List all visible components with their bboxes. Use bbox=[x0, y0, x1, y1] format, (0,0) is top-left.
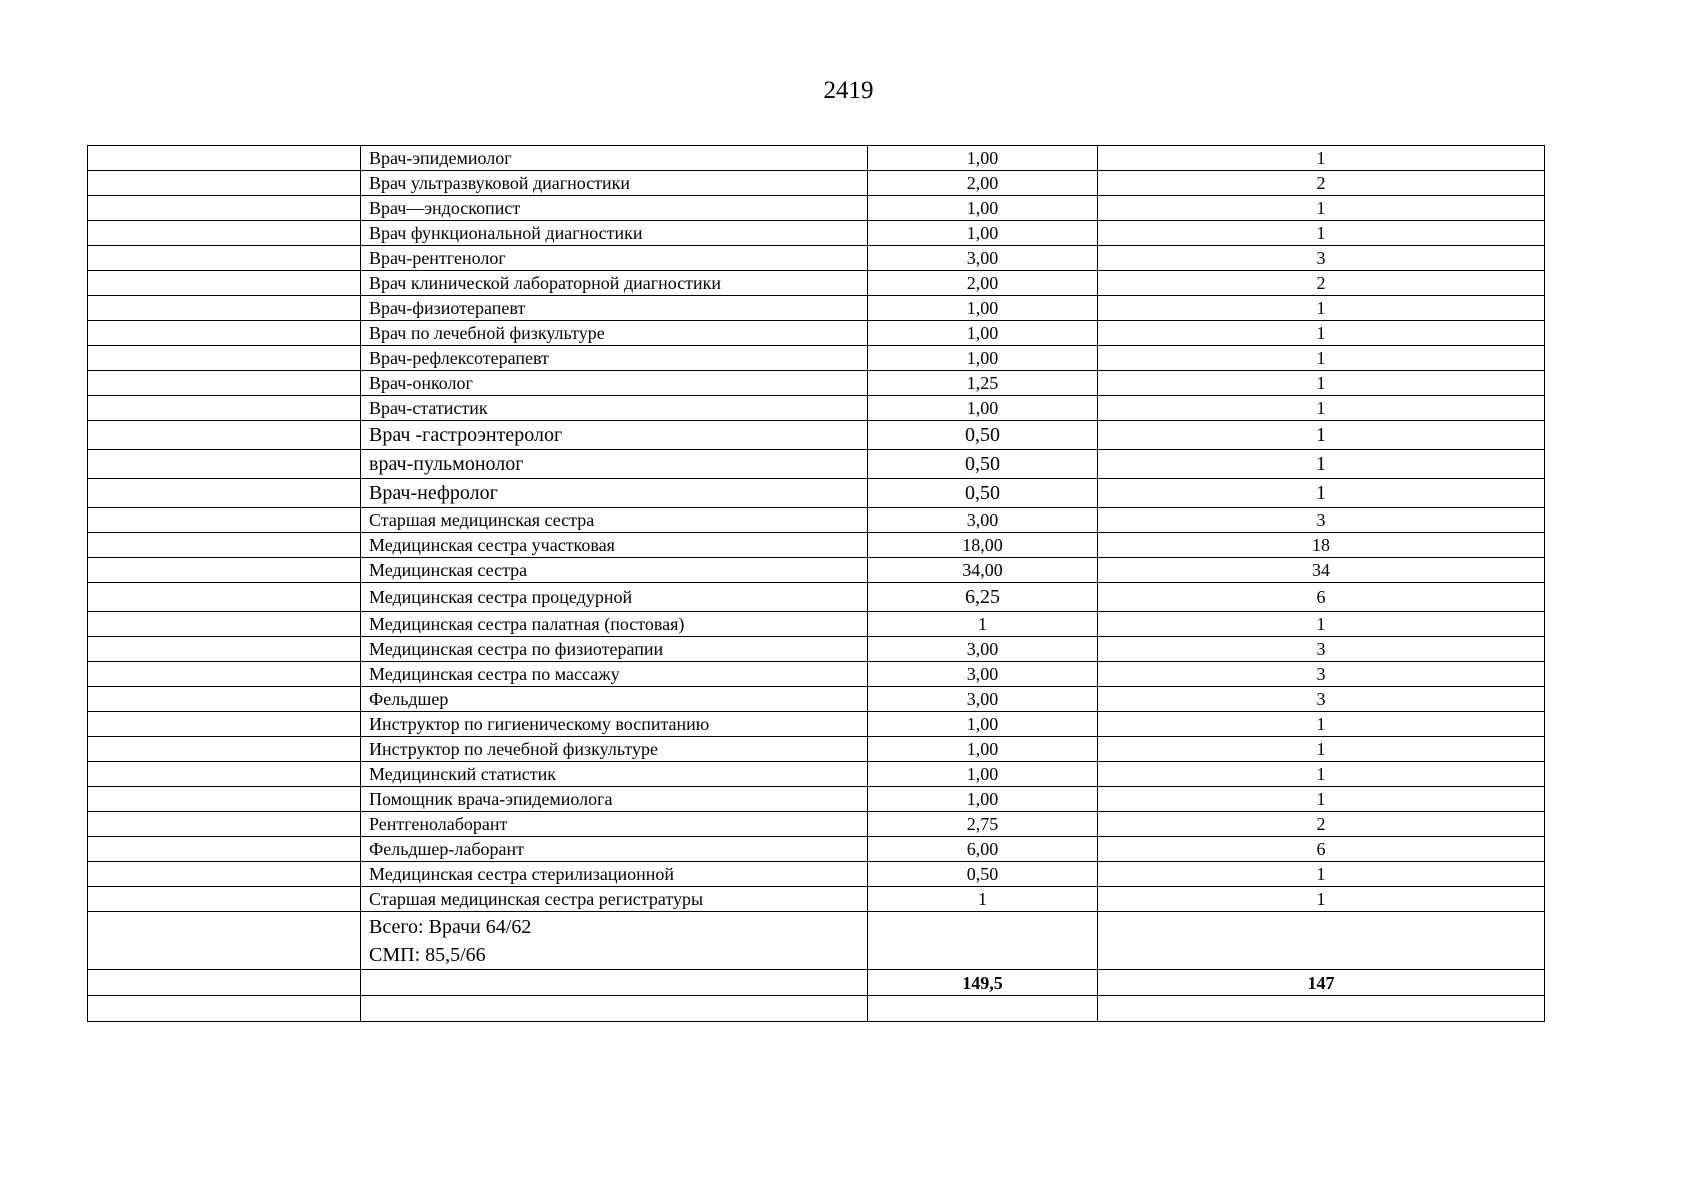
staff-count: 3 bbox=[1098, 246, 1545, 271]
position-name: Врач—эндоскопист bbox=[361, 196, 868, 221]
staff-count: 1 bbox=[1098, 296, 1545, 321]
empty-row bbox=[88, 996, 1545, 1022]
row-blank-cell bbox=[88, 296, 361, 321]
table-row bbox=[88, 687, 1545, 712]
total-rate: 149,5 bbox=[868, 970, 1098, 996]
staff-table bbox=[87, 145, 1545, 1022]
row-blank-cell bbox=[88, 508, 361, 533]
staff-rate: 0,50 bbox=[868, 450, 1098, 479]
summary-cell bbox=[361, 912, 868, 970]
table-row bbox=[88, 479, 1545, 508]
total-cell-blank-a bbox=[88, 970, 361, 996]
staff-count: 1 bbox=[1098, 450, 1545, 479]
total-row bbox=[88, 970, 1545, 996]
staff-count: 2 bbox=[1098, 271, 1545, 296]
table-row bbox=[88, 508, 1545, 533]
table-row bbox=[88, 612, 1545, 637]
position-name: Врач -гастроэнтеролог bbox=[361, 421, 868, 450]
page-number: 2419 bbox=[823, 77, 874, 104]
table-row bbox=[88, 146, 1545, 171]
table-row bbox=[88, 787, 1545, 812]
row-blank-cell bbox=[88, 583, 361, 612]
staff-rate: 34,00 bbox=[868, 558, 1098, 583]
staff-count: 1 bbox=[1098, 321, 1545, 346]
row-blank-cell bbox=[88, 637, 361, 662]
table-row bbox=[88, 737, 1545, 762]
position-name: Старшая медицинская сестра bbox=[361, 508, 868, 533]
row-blank-cell bbox=[88, 887, 361, 912]
empty-cell bbox=[361, 996, 868, 1022]
row-blank-cell bbox=[88, 371, 361, 396]
staff-rate: 1,00 bbox=[868, 146, 1098, 171]
position-name: Медицинская сестра bbox=[361, 558, 868, 583]
staff-count: 18 bbox=[1098, 533, 1545, 558]
staff-rate: 1,00 bbox=[868, 787, 1098, 812]
position-name: Инструктор по гигиеническому воспитанию bbox=[361, 712, 868, 737]
staff-count: 1 bbox=[1098, 737, 1545, 762]
staff-rate: 3,00 bbox=[868, 687, 1098, 712]
staff-rate: 1,00 bbox=[868, 737, 1098, 762]
row-blank-cell bbox=[88, 737, 361, 762]
position-name: Врач-статистик bbox=[361, 396, 868, 421]
staff-count: 1 bbox=[1098, 712, 1545, 737]
staff-rate: 1,00 bbox=[868, 196, 1098, 221]
staff-count: 2 bbox=[1098, 171, 1545, 196]
staff-rate: 1,00 bbox=[868, 712, 1098, 737]
staff-count: 1 bbox=[1098, 612, 1545, 637]
row-blank-cell bbox=[88, 712, 361, 737]
staff-rate: 3,00 bbox=[868, 662, 1098, 687]
staff-rate: 0,50 bbox=[868, 862, 1098, 887]
table-row bbox=[88, 862, 1545, 887]
staff-count: 1 bbox=[1098, 396, 1545, 421]
position-name: Врач по лечебной физкультуре bbox=[361, 321, 868, 346]
staff-rate: 3,00 bbox=[868, 508, 1098, 533]
position-name: Врач клинической лабораторной диагностики bbox=[361, 271, 868, 296]
staff-count: 3 bbox=[1098, 687, 1545, 712]
staff-rate: 1,00 bbox=[868, 346, 1098, 371]
staff-count: 1 bbox=[1098, 371, 1545, 396]
position-name: Инструктор по лечебной физкультуре bbox=[361, 737, 868, 762]
table-row bbox=[88, 533, 1545, 558]
table-row bbox=[88, 246, 1545, 271]
staff-count: 1 bbox=[1098, 479, 1545, 508]
table-row bbox=[88, 812, 1545, 837]
table-row bbox=[88, 171, 1545, 196]
summary-nurses: СМП: 85,5/66 bbox=[369, 944, 486, 966]
staff-rate: 0,50 bbox=[868, 421, 1098, 450]
table-row bbox=[88, 837, 1545, 862]
position-name: Врач-нефролог bbox=[361, 479, 868, 508]
table-row bbox=[88, 421, 1545, 450]
staff-rate: 18,00 bbox=[868, 533, 1098, 558]
position-name: Медицинский статистик bbox=[361, 762, 868, 787]
table-row bbox=[88, 558, 1545, 583]
table-row bbox=[88, 271, 1545, 296]
staff-count: 3 bbox=[1098, 637, 1545, 662]
row-blank-cell bbox=[88, 662, 361, 687]
total-count: 147 bbox=[1098, 970, 1545, 996]
row-blank-cell bbox=[88, 687, 361, 712]
staff-count: 3 bbox=[1098, 662, 1545, 687]
row-blank-cell bbox=[88, 787, 361, 812]
row-blank-cell bbox=[88, 558, 361, 583]
position-name: Медицинская сестра палатная (постовая) bbox=[361, 612, 868, 637]
row-blank-cell bbox=[88, 450, 361, 479]
staff-count: 1 bbox=[1098, 221, 1545, 246]
summary-row bbox=[88, 912, 1545, 970]
row-blank-cell bbox=[88, 346, 361, 371]
table-row bbox=[88, 296, 1545, 321]
staff-rate: 2,75 bbox=[868, 812, 1098, 837]
staff-count: 1 bbox=[1098, 146, 1545, 171]
table-row bbox=[88, 583, 1545, 612]
staff-count: 2 bbox=[1098, 812, 1545, 837]
empty-cell bbox=[88, 996, 361, 1022]
staff-count: 3 bbox=[1098, 508, 1545, 533]
position-name: Врач функциональной диагностики bbox=[361, 221, 868, 246]
row-blank-cell bbox=[88, 837, 361, 862]
position-name: врач-пульмонолог bbox=[361, 450, 868, 479]
row-blank-cell bbox=[88, 171, 361, 196]
position-name: Медицинская сестра стерилизационной bbox=[361, 862, 868, 887]
row-blank-cell bbox=[88, 612, 361, 637]
total-cell-blank-b bbox=[361, 970, 868, 996]
row-blank-cell bbox=[88, 196, 361, 221]
row-blank-cell bbox=[88, 396, 361, 421]
position-name: Врач-физиотерапевт bbox=[361, 296, 868, 321]
staff-rate: 3,00 bbox=[868, 637, 1098, 662]
staff-count: 1 bbox=[1098, 196, 1545, 221]
staff-count: 1 bbox=[1098, 762, 1545, 787]
table-row bbox=[88, 450, 1545, 479]
table-row bbox=[88, 887, 1545, 912]
row-blank-cell bbox=[88, 862, 361, 887]
table-row bbox=[88, 196, 1545, 221]
table-row bbox=[88, 321, 1545, 346]
staff-rate: 6,25 bbox=[868, 583, 1098, 612]
table-row bbox=[88, 371, 1545, 396]
staff-count: 1 bbox=[1098, 887, 1545, 912]
table-row bbox=[88, 346, 1545, 371]
staff-count: 34 bbox=[1098, 558, 1545, 583]
staff-rate: 1,00 bbox=[868, 762, 1098, 787]
staff-rate: 1 bbox=[868, 612, 1098, 637]
summary-cell-rate-blank bbox=[868, 912, 1098, 970]
position-name: Врач-рефлексотерапевт bbox=[361, 346, 868, 371]
position-name: Фельдшер bbox=[361, 687, 868, 712]
row-blank-cell bbox=[88, 533, 361, 558]
position-name: Врач-онколог bbox=[361, 371, 868, 396]
position-name: Рентгенолаборант bbox=[361, 812, 868, 837]
staff-count: 6 bbox=[1098, 583, 1545, 612]
table-row bbox=[88, 762, 1545, 787]
row-blank-cell bbox=[88, 421, 361, 450]
position-name: Старшая медицинская сестра регистратуры bbox=[361, 887, 868, 912]
position-name: Медицинская сестра участковая bbox=[361, 533, 868, 558]
row-blank-cell bbox=[88, 812, 361, 837]
position-name: Помощник врача-эпидемиолога bbox=[361, 787, 868, 812]
position-name: Врач ультразвуковой диагностики bbox=[361, 171, 868, 196]
position-name: Медицинская сестра по массажу bbox=[361, 662, 868, 687]
position-name: Медицинская сестра процедурной bbox=[361, 583, 868, 612]
summary-doctors: Всего: Врачи 64/62 bbox=[369, 916, 532, 938]
position-name: Врач-эпидемиолог bbox=[361, 146, 868, 171]
row-blank-cell bbox=[88, 479, 361, 508]
position-name: Фельдшер-лаборант bbox=[361, 837, 868, 862]
table-row bbox=[88, 637, 1545, 662]
summary-cell-blank bbox=[88, 912, 361, 970]
row-blank-cell bbox=[88, 321, 361, 346]
staff-rate: 6,00 bbox=[868, 837, 1098, 862]
row-blank-cell bbox=[88, 762, 361, 787]
table-row bbox=[88, 221, 1545, 246]
staff-rate: 0,50 bbox=[868, 479, 1098, 508]
table-row bbox=[88, 662, 1545, 687]
staff-rate: 1 bbox=[868, 887, 1098, 912]
staff-count: 1 bbox=[1098, 787, 1545, 812]
staff-rate: 1,00 bbox=[868, 396, 1098, 421]
empty-cell bbox=[1098, 996, 1545, 1022]
summary-cell-count-blank bbox=[1098, 912, 1545, 970]
staff-rate: 1,00 bbox=[868, 321, 1098, 346]
row-blank-cell bbox=[88, 146, 361, 171]
staff-rate: 1,00 bbox=[868, 221, 1098, 246]
empty-cell bbox=[868, 996, 1098, 1022]
table-row bbox=[88, 712, 1545, 737]
staff-count: 1 bbox=[1098, 862, 1545, 887]
staff-rate: 1,00 bbox=[868, 296, 1098, 321]
staff-count: 6 bbox=[1098, 837, 1545, 862]
staff-rate: 2,00 bbox=[868, 171, 1098, 196]
staff-rate: 2,00 bbox=[868, 271, 1098, 296]
position-name: Медицинская сестра по физиотерапии bbox=[361, 637, 868, 662]
staff-count: 1 bbox=[1098, 346, 1545, 371]
row-blank-cell bbox=[88, 271, 361, 296]
table-body bbox=[88, 146, 1545, 1022]
staff-rate: 3,00 bbox=[868, 246, 1098, 271]
table-row bbox=[88, 396, 1545, 421]
row-blank-cell bbox=[88, 221, 361, 246]
staff-rate: 1,25 bbox=[868, 371, 1098, 396]
staff-count: 1 bbox=[1098, 421, 1545, 450]
row-blank-cell bbox=[88, 246, 361, 271]
position-name: Врач-рентгенолог bbox=[361, 246, 868, 271]
